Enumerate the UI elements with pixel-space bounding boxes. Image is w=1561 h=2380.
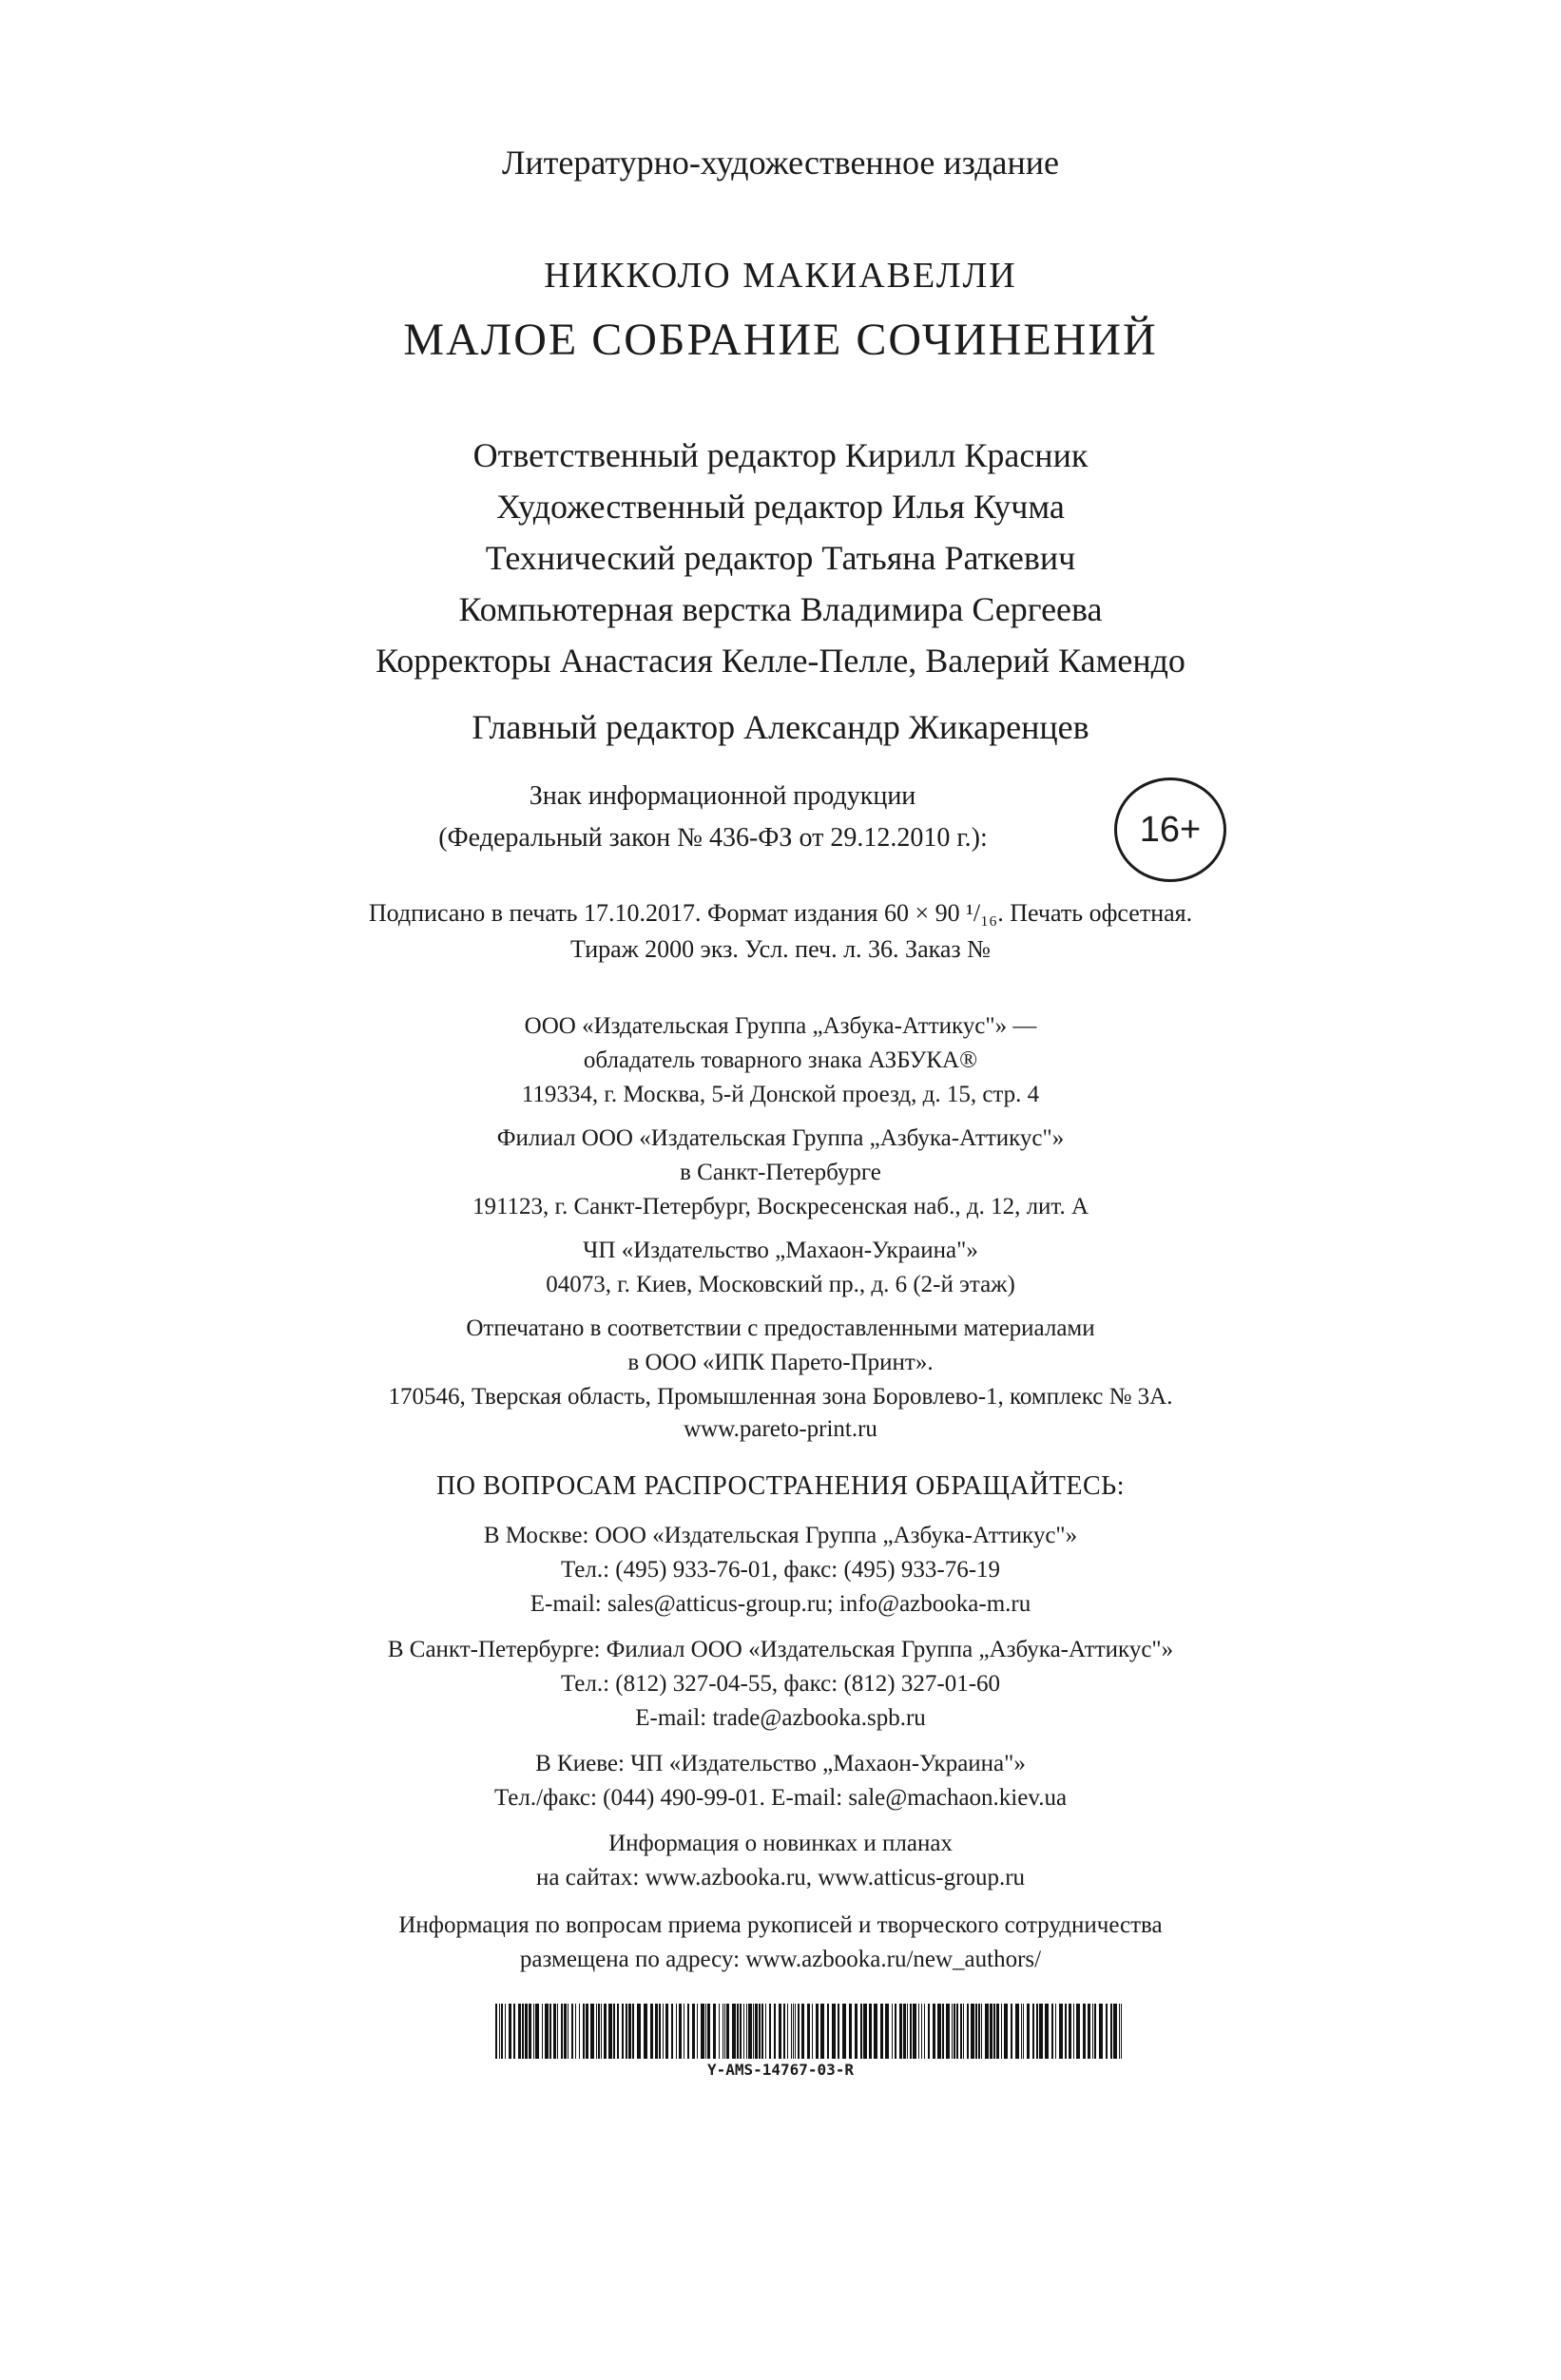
barcode-bar	[978, 2004, 980, 2059]
credit-line: Технический редактор Татьяна Раткевич	[485, 539, 1076, 577]
barcode-bar	[956, 2004, 958, 2059]
barcode-bar	[522, 2004, 524, 2059]
barcode-bar	[907, 2004, 908, 2059]
barcode-bar	[1015, 2004, 1019, 2059]
barcode-bar	[1094, 2004, 1096, 2059]
barcode-bar	[617, 2004, 619, 2059]
barcode-bar	[590, 2004, 594, 2059]
barcode-bar	[860, 2004, 862, 2059]
printer-line: в ООО «ИПК Парето-Принт».	[627, 1350, 934, 1375]
barcode-bar	[535, 2004, 539, 2059]
barcode-bar	[755, 2004, 758, 2059]
publisher-line: ООО «Издательская Группа „Азбука-Аттикус"» —	[524, 1013, 1037, 1039]
barcode-bar	[663, 2004, 664, 2059]
barcode-bar	[707, 2004, 710, 2059]
barcode-bar	[545, 2004, 549, 2059]
barcode-bar	[967, 2004, 969, 2059]
publisher-line: в Санкт-Петербурге	[680, 1160, 881, 1185]
barcode-bar	[518, 2004, 521, 2059]
barcode-bar	[855, 2004, 858, 2059]
barcode-bar	[533, 2004, 534, 2059]
distribution-line: В Санкт-Петербурге: Филиал ООО «Издательская Группа „Азбука-Аттикус"»	[387, 1637, 1174, 1662]
barcode-bar	[971, 2004, 974, 2059]
barcode-bar	[665, 2004, 668, 2059]
barcode-bar	[1110, 2004, 1112, 2059]
barcode-bar	[525, 2004, 528, 2059]
barcode-bar	[942, 2004, 944, 2059]
barcode-bar	[601, 2004, 602, 2059]
barcode-bar	[613, 2004, 615, 2059]
barcode-bar	[1055, 2004, 1056, 2059]
barcode-bar	[1023, 2004, 1024, 2059]
barcode-bar	[996, 2004, 999, 2059]
barcode-bar	[895, 2004, 896, 2059]
barcode-bar	[1036, 2004, 1038, 2059]
barcode-bar	[719, 2004, 720, 2059]
publisher-line: Филиал ООО «Издательская Группа „Азбука-Аттикус"»	[496, 1125, 1065, 1151]
barcode-bar	[529, 2004, 531, 2059]
barcode-bar	[748, 2004, 752, 2059]
distribution-line: E-mail: trade@azbooka.spb.ru	[635, 1705, 926, 1731]
barcode-bar	[586, 2004, 588, 2059]
distribution-line: Тел./факс: (044) 490-99-01. E-mail: sale@machaon.kiev.ua	[493, 1785, 1068, 1811]
distribution-line: E-mail: sales@atticus-group.ru; info@azbooka-m.ru	[530, 1591, 1031, 1617]
barcode-bar	[1001, 2004, 1002, 2059]
barcode-image	[495, 2004, 1125, 2059]
barcode-bar	[1099, 2004, 1103, 2059]
barcode-bar	[626, 2004, 627, 2059]
barcode-bar	[903, 2004, 906, 2059]
credit-line: Ответственный редактор Кирилл Красник	[472, 436, 1089, 474]
barcode-bar	[596, 2004, 597, 2059]
credit-line: Компьютерная верстка Владимира Сергеева	[458, 590, 1103, 628]
barcode-bar	[816, 2004, 819, 2059]
barcode-bar	[990, 2004, 992, 2059]
barcode-bar	[743, 2004, 744, 2059]
barcode-bar	[671, 2004, 673, 2059]
barcode-bar	[740, 2004, 742, 2059]
barcode-bar	[1088, 2004, 1090, 2059]
distribution-line: Тел.: (812) 327-04-55, факс: (812) 327-01-60	[560, 1671, 1001, 1697]
barcode-bar	[622, 2004, 624, 2059]
age-rating-label: Знак информационной продукции	[529, 781, 916, 811]
barcode-bar	[874, 2004, 877, 2059]
barcode-bar	[542, 2004, 543, 2059]
barcode-bar	[705, 2004, 706, 2059]
barcode-bar	[509, 2004, 511, 2059]
barcode-bar	[981, 2004, 982, 2059]
barcode-bar	[637, 2004, 641, 2059]
barcode-bar	[952, 2004, 953, 2059]
barcode-bar	[793, 2004, 794, 2059]
barcode-bar	[937, 2004, 941, 2059]
printer-line: 170546, Тверская область, Промышленная зона Боровлево-1, комплекс № 3А.	[388, 1384, 1173, 1410]
barcode-bar	[732, 2004, 736, 2059]
publisher-line: 191123, г. Санкт-Петербург, Воскресенская наб., д. 12, лит. А	[472, 1194, 1089, 1219]
barcode-bar	[604, 2004, 607, 2059]
distribution-line: В Москве: ООО «Издательская Группа „Азбука-Аттикус"»	[483, 1523, 1078, 1548]
barcode-bar	[659, 2004, 661, 2059]
barcode-bar	[960, 2004, 962, 2059]
barcode-bar	[1004, 2004, 1008, 2059]
barcode-bar	[832, 2004, 836, 2059]
barcode-bar	[863, 2004, 867, 2059]
barcode-bar	[1021, 2004, 1022, 2059]
barcode-bar	[1027, 2004, 1030, 2059]
barcode-bar	[1059, 2004, 1063, 2059]
barcode-bar	[791, 2004, 792, 2059]
barcode-bar	[774, 2004, 776, 2059]
barcode-bar	[928, 2004, 930, 2059]
barcode-bar	[1039, 2004, 1043, 2059]
distribution-line: размещена по адресу: www.azbooka.ru/new_authors/	[519, 1947, 1042, 1972]
barcode-bar	[1032, 2004, 1034, 2059]
barcode-bar	[842, 2004, 846, 2059]
barcode-bar	[549, 2004, 551, 2059]
barcode-bar	[564, 2004, 567, 2059]
barcode-bar	[505, 2004, 506, 2059]
barcode-bar	[921, 2004, 922, 2059]
barcode-bar	[650, 2004, 653, 2059]
barcode-bar	[885, 2004, 889, 2059]
barcode-bar	[807, 2004, 810, 2059]
barcode-bar	[1092, 2004, 1093, 2059]
barcode-bar	[1076, 2004, 1080, 2059]
barcode-bar	[798, 2004, 800, 2059]
barcode-bar	[608, 2004, 612, 2059]
publisher-line: 04073, г. Киев, Московский пр., д. 6 (2-й этаж)	[546, 1272, 1015, 1297]
barcode-bar	[513, 2004, 515, 2059]
barcode-bar	[892, 2004, 893, 2059]
barcode-bar	[993, 2004, 995, 2059]
barcode-bar	[701, 2004, 704, 2059]
barcode-bar	[779, 2004, 781, 2059]
barcode-bar	[946, 2004, 950, 2059]
edition-type: Литературно-художественное издание	[501, 144, 1060, 182]
barcode-bar	[726, 2004, 729, 2059]
barcode-bar	[644, 2004, 647, 2059]
barcode-bar	[910, 2004, 912, 2059]
barcode-bar	[801, 2004, 804, 2059]
barcode-bar	[1121, 2004, 1122, 2059]
publisher-line: 119334, г. Москва, 5-й Донской проезд, д. 15, стр. 4	[521, 1082, 1040, 1107]
barcode-bar	[899, 2004, 902, 2059]
barcode-bar	[954, 2004, 955, 2059]
barcode-bar	[568, 2004, 569, 2059]
barcode-bar	[869, 2004, 872, 2059]
distribution-heading: ПО ВОПРОСАМ РАСПРОСТРАНЕНИЯ ОБРАЩАЙТЕСЬ:	[436, 1471, 1125, 1501]
barcode-bar	[679, 2004, 682, 2059]
barcode-bar	[1045, 2004, 1049, 2059]
book-title: МАЛОЕ СОБРАНИЕ СОЧИНЕНИЙ	[403, 315, 1158, 365]
credit-line: Главный редактор Александр Жикаренцев	[472, 708, 1089, 746]
barcode-bar	[1069, 2004, 1071, 2059]
author-name: НИККОЛО МАКИАВЕЛЛИ	[544, 256, 1017, 296]
barcode-bar	[655, 2004, 658, 2059]
age-rating-block	[399, 777, 1084, 882]
barcode-bar	[632, 2004, 634, 2059]
barcode-bar	[1119, 2004, 1120, 2059]
barcode-bar	[765, 2004, 766, 2059]
barcode-bar	[985, 2004, 989, 2059]
barcode-bar	[975, 2004, 977, 2059]
barcode-bar	[746, 2004, 747, 2059]
barcode-bar	[501, 2004, 503, 2059]
distribution-line: на сайтах: www.azbooka.ru, www.atticus-group.ru	[535, 1865, 1026, 1891]
barcode-bar	[812, 2004, 813, 2059]
barcode-bar	[697, 2004, 698, 2059]
barcode-bar	[849, 2004, 852, 2059]
barcode-bar	[713, 2004, 716, 2059]
distribution-line: Информация по вопросам приема рукописей и творческого сотрудничества	[398, 1912, 1163, 1938]
barcode-bar	[827, 2004, 829, 2059]
print-info-line: Тираж 2000 экз. Усл. печ. л. 36. Заказ №	[570, 935, 991, 963]
barcode-bar	[838, 2004, 839, 2059]
distribution-line: Тел.: (495) 933-76-01, факс: (495) 933-76-19	[560, 1557, 1001, 1583]
barcode-bar	[598, 2004, 600, 2059]
barcode-bar	[1073, 2004, 1074, 2059]
barcode-bar	[692, 2004, 695, 2059]
barcode-bar	[913, 2004, 916, 2059]
barcode-bar	[628, 2004, 631, 2059]
print-info-line: Подписано в печать 17.10.2017. Формат издания 60 × 90 ¹/₁₆. Печать офсетная.	[368, 899, 1193, 927]
barcode-bar	[1106, 2004, 1108, 2059]
distribution-line: В Киеве: ЧП «Издательство „Махаон-Украина"»	[535, 1751, 1026, 1776]
printer-line: Отпечатано в соответствии с предоставленными материалами	[466, 1315, 1095, 1341]
credit-line: Корректоры Анастасия Келле-Пелле, Валерий Камендо	[376, 642, 1185, 680]
barcode-bar	[579, 2004, 580, 2059]
barcode-bar	[583, 2004, 585, 2059]
barcode-bar	[557, 2004, 558, 2059]
barcode-bar	[1065, 2004, 1067, 2059]
printer-website: www.pareto-print.ru	[684, 1416, 877, 1442]
credit-line: Художественный редактор Илья Кучма	[496, 488, 1065, 526]
age-rating-law: (Федеральный закон № 436-ФЗ от 29.12.2010 г.):	[438, 823, 988, 853]
publisher-line: ЧП «Издательство „Махаон-Украина"»	[583, 1238, 978, 1263]
barcode-bar	[759, 2004, 761, 2059]
barcode-bar	[1051, 2004, 1053, 2059]
barcode-bar	[571, 2004, 573, 2059]
barcode-bar	[495, 2004, 497, 2059]
barcode-bar	[561, 2004, 563, 2059]
barcode-bar	[933, 2004, 935, 2059]
barcode-bar	[963, 2004, 964, 2059]
barcode-bar	[753, 2004, 754, 2059]
barcode-bar	[737, 2004, 739, 2059]
barcode-bar	[1011, 2004, 1012, 2059]
barcode-bar	[783, 2004, 785, 2059]
barcode-bar	[724, 2004, 725, 2059]
barcode-bar	[795, 2004, 796, 2059]
barcode-code: Y-AMS-14767-03-R	[706, 2061, 855, 2079]
barcode-bar	[820, 2004, 824, 2059]
barcode-bar	[553, 2004, 556, 2059]
barcode-bar	[1083, 2004, 1086, 2059]
barcode-bar	[575, 2004, 576, 2059]
barcode-bar	[924, 2004, 925, 2059]
age-rating-badge: 16+	[1114, 777, 1226, 882]
distribution-line: Информация о новинках и планах	[608, 1831, 953, 1856]
barcode-bar	[499, 2004, 500, 2059]
barcode-bar	[787, 2004, 788, 2059]
barcode-bar	[1113, 2004, 1117, 2059]
barcode-bar	[918, 2004, 919, 2059]
publisher-line: обладатель товарного знака АЗБУКА®	[583, 1047, 978, 1073]
barcode-bar	[761, 2004, 763, 2059]
barcode-bar	[676, 2004, 677, 2059]
barcode-bar	[769, 2004, 771, 2059]
barcode-bar	[880, 2004, 883, 2059]
barcode-bar	[687, 2004, 689, 2059]
